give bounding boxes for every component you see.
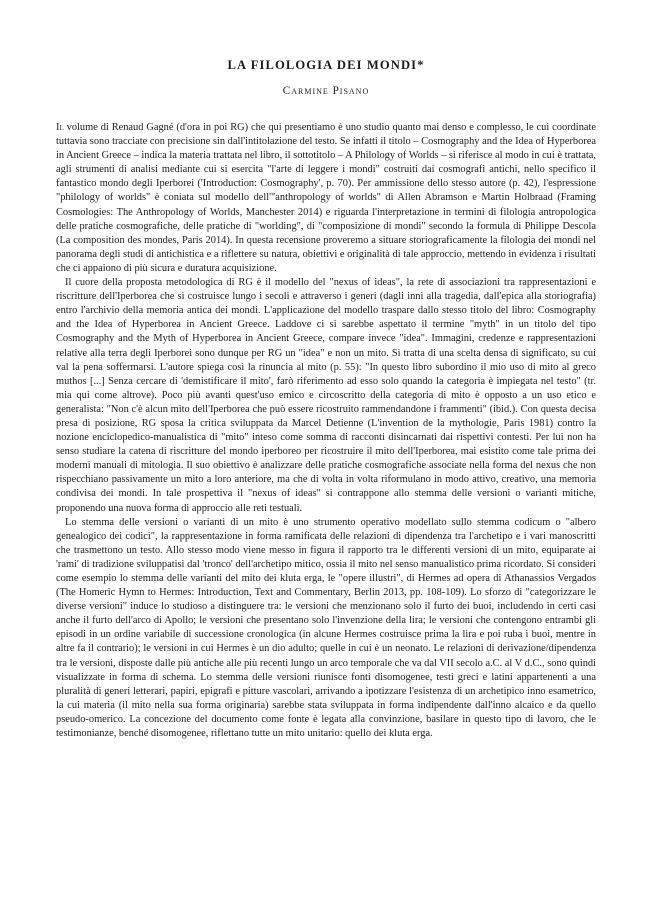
article-author: Carmine Pisano — [282, 85, 370, 97]
paragraph-3: Lo stemma delle versioni o varianti di un mito è uno strumento operativo modellato sullo stemma codicum o "albero genealogico dei codici", la rappresentazione in forma ramificata delle relazioni di dipendenza tra l'archetipo e i vari manoscritti che trasmettono un testo. Allo stesso modo viene messo in figura il rapporto tra le differenti versioni di un mito, equiparate ai 'rami' di tradizione sviluppatisi dal 'tronco' dell'archetipo mitico, ossia il mito nel senso manualistico prima ricordato. Si consideri come esempio lo stemma delle varianti del mito dei kluta erga, le "opere illustri", di Hermes ad opera di Athanassios Vergados (The Homeric Hymn to Hermes: Introduction, Text and Commentary, Berlin 2013, pp. 108-109). Lo sforzo di "categorizzare le diverse versioni" induce lo studioso a distinguere tra: le versioni che menzionano solo il furto dei buoi, includendo in certi casi anche il furto dell'arco di Apollo; le versioni che presentano solo l'invenzione della lira; le versioni che contengono entrambi gli episodi in un ordine variabile di successione cronologica (in alcune Hermes costruisce prima la lira e poi ruba i buoi, mentre in altre fa il contrario); le versioni in cui Hermes è un dio adulto; quelle in cui è un neonato. Le relazioni di derivazione/dipendenza tra le versioni, disposte dalle più antiche alle più recenti lungo un arco temporale che va dal VII secolo a.C. al V d.C., sono quindi visualizzate in forma di schema. Lo stemma delle versioni riunisce fonti disomogenee, testi greci e latini appartenenti a una pluralità di generi letterari, papiri, epigrafi e pitture vascolari, arrivando a ipotizzare l'esistenza di un archetipico inno esametrico, la cui materia (il mito nella sua forma originaria) sarebbe stata sviluppata in forma indipendente dall'inno alcaico e da quello pseudo-omerico. La concezione del documento come fonte è legata alla convinzione, basilare in questo tipo di lavoro, che le testimonianze, benché disomogenee, riflettano tutte un mito unitario: quello dei kluta erga. — [56, 516, 596, 740]
article-title: LA FILOLOGIA DEI MONDI* — [227, 58, 425, 72]
paragraph-1 — [56, 121, 596, 276]
article-body — [56, 121, 596, 741]
paragraph-2: Il cuore della proposta metodologica di RG è il modello del "nexus of ideas", la rete di associazioni tra rappresentazioni e riscritture dell'Iperborea che si costruisce lungo i secoli e attraverso i generi (dagli inni alla tragedia, dall'epica alla storiografia) entro l'archivio della memoria antica dei mondi. L'applicazione del modello traspare dallo stesso titolo del libro: Cosmography and the Idea of Hyperborea in Ancient Greece. Laddove ci si sarebbe aspettato il termine "myth" in un titolo del tipo Cosmography and the Myth of Hyperborea in Ancient Greece, compare invece "idea". Immagini, credenze e rappresentazioni relative alla terra degli Iperborei sono dunque per RG un "idea" e non un mito. Si tratta di una scelta densa di significato, su cui val la pena soffermarsi. L'autore spiega così la rinuncia al mito (p. 55): "In questo libro subordino il mio uso di mito al greco muthos [...] Senza cercare di 'demistificare il mito', farò riferimento ad esso solo quando la categoria è impiegata nel testo" (tr. mia qui come altrove). Poco più avanti quest'uso emico e circoscritto della categoria di mito è opposto a un uso etico e generalista: "Non c'è alcun mito dell'Iperborea che può essere ricostruito rammendandone i frammenti" (ibid.). Con questa decisa presa di posizione, RG sposa la critica sviluppata da Marcel Detienne (L'invention de la mythologie, Paris 1981) contro la nozione enciclopedico-manualistica di "mito" inteso come somma di racconti disincarnati dai rispettivi contesti. Per lui non ha senso studiare la catena di riscritture del mondo iperboreo per ricostruire il mito dell'Iperborea, mai esistito come tale prima dei moderni manuali di mitologia. Il suo obiettivo è analizzare delle pratiche cosmografiche associate nella forma del nexus che non rispecchiano passivamente un mito a loro anteriore, ma che di volta in volta riformulano in modo attivo, creativo, una memoria condivisa dei mondi. In tale prospettiva il "nexus of ideas" si contrappone allo stemma delle versioni o varianti mitiche, proponendo una nuova forma di approccio alle reti testuali. — [56, 277, 596, 514]
paragraph-1-lead: Il — [56, 122, 64, 133]
paragraph-1-text: volume di Renaud Gagné (d'ora in poi RG) che qui presentiamo è uno studio quanto mai denso e complesso, le cui coordinate tuttavia sono tracciate con precisione sin dall'intitolazione del testo. Se infatti il titolo – Cosmography and the Idea of Hyperborea in Ancient Greece – indica la materia trattata nel libro, il sottotitolo – A Philology of Worlds – si riferisce al modo in cui è trattata, agli strumenti di analisi mediante cui si esercita "l'arte di leggere i mondi" costruiti dai cosmografi antichi, nello specifico il fantastico mondo degli Iperborei ('Introduction: Cosmography', p. 70). Per ammissione dello stesso autore (p. 42), l'espressione "philology of worlds" è coniata sul modello dell'"anthropology of worlds" di Allen Abramson e Martin Holbraad (Framing Cosmologies: The Anthropology of Worlds, Manchester 2014) e riguarda l'interpretazione in termini di filologia antropologica delle pratiche cosmografiche, delle pratiche di "worlding", di "composizione di mondi" secondo la formula di Philippe Descola (La composition des mondes, Paris 2014). In questa recensione proveremo a situare storiograficamente la filologia dei mondi nel panorama degli studi di antichistica e a riflettere su natura, obiettivi e originalità di tale approccio, mettendo in evidenza i risultati che ci appaiono di più sicura e duratura acquisizione. — [56, 122, 597, 274]
